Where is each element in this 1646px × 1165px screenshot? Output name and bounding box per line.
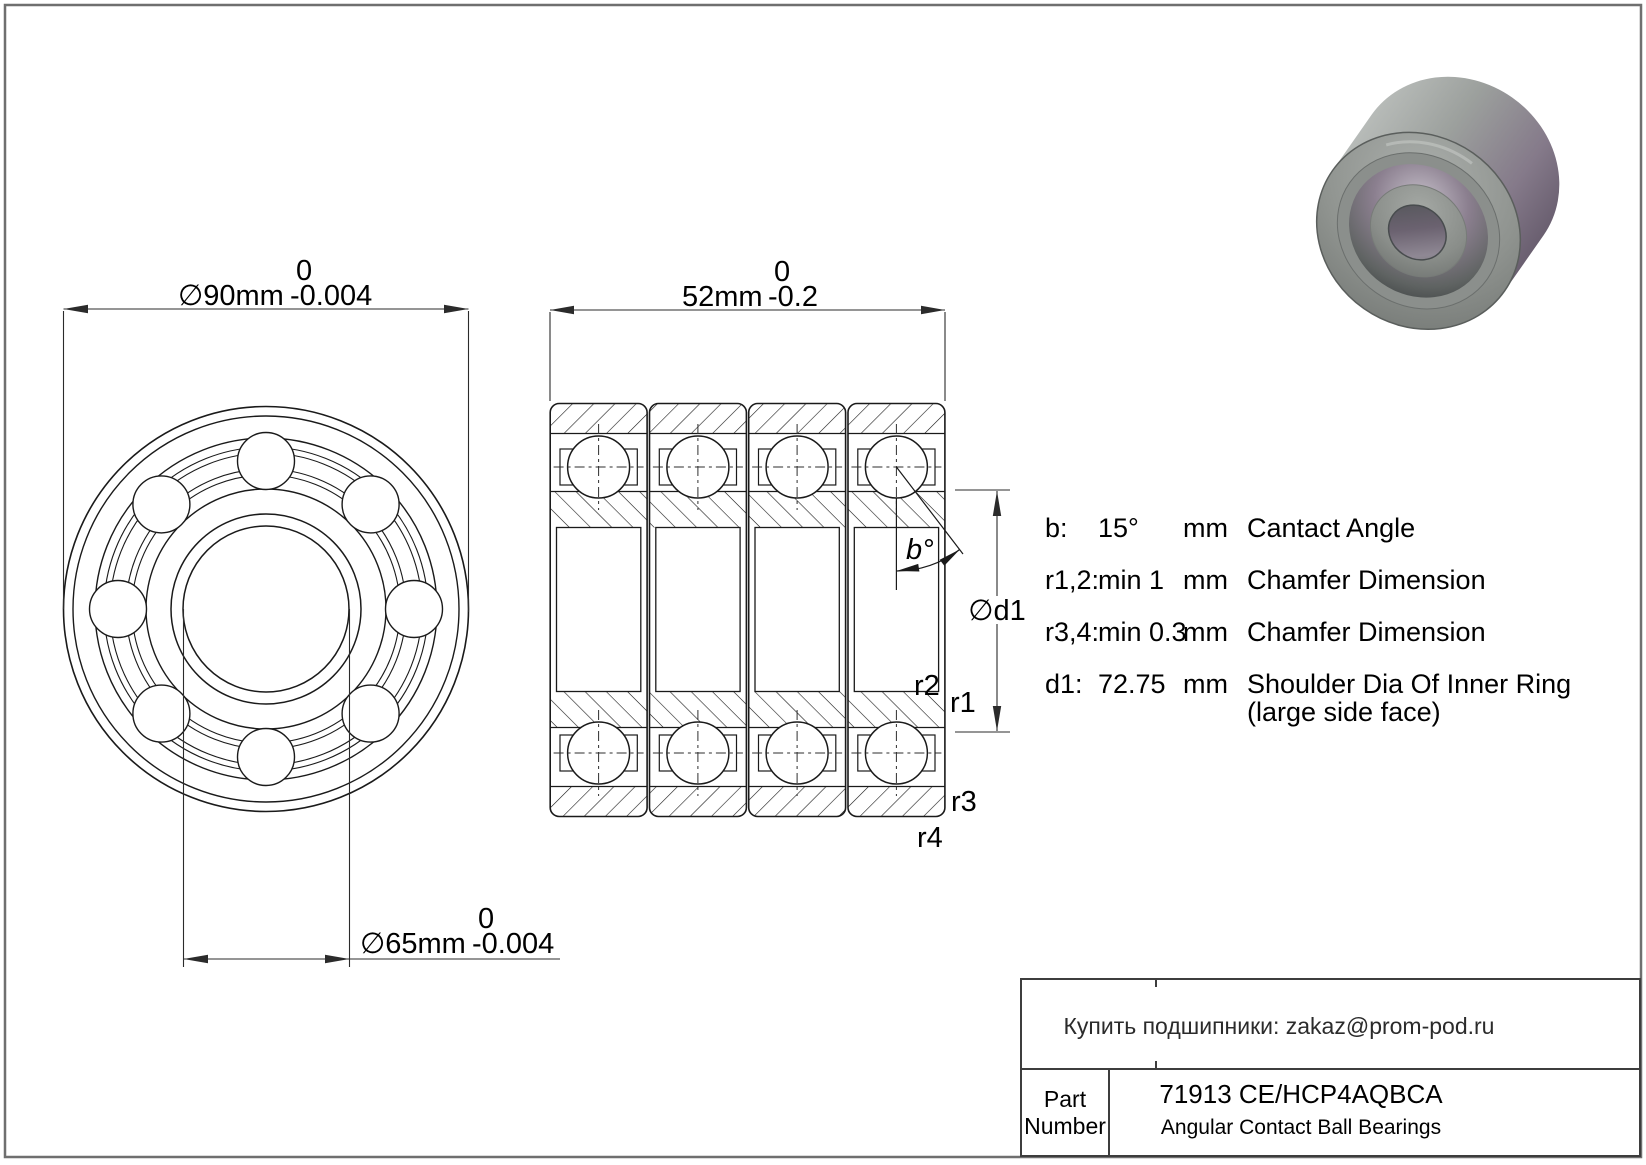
part-number-value: 71913 CE/HCP4AQBCA bbox=[1159, 1079, 1443, 1109]
spec-value: min 1 bbox=[1098, 565, 1165, 595]
d1-label: ∅d1 bbox=[968, 595, 1026, 627]
spec-row-shoulder-dia bbox=[1045, 669, 1635, 727]
front-view bbox=[64, 407, 469, 812]
dim-width-tol-lower: -0.2 bbox=[768, 281, 818, 313]
r4-label: r4 bbox=[917, 822, 943, 854]
contact-email-text: Купить подшипники: zakaz@prom-pod.ru bbox=[1063, 1013, 1495, 1039]
spec-unit: mm bbox=[1183, 565, 1228, 595]
spec-desc: Chamfer Dimension bbox=[1247, 617, 1486, 647]
front-view-balls bbox=[90, 433, 443, 786]
spec-label: b: bbox=[1045, 513, 1068, 543]
spec-label: r3,4: bbox=[1045, 617, 1100, 647]
spec-unit: mm bbox=[1183, 669, 1228, 699]
part-type-value: Angular Contact Ball Bearings bbox=[1160, 1116, 1442, 1139]
dim-bore-tol-upper: 0 bbox=[478, 903, 495, 935]
section-unit-3 bbox=[748, 403, 847, 818]
part-name-cell bbox=[1108, 1080, 1494, 1140]
part-number-label bbox=[1022, 1070, 1108, 1155]
title-block bbox=[1020, 978, 1641, 1157]
dim-od-tol-upper: 0 bbox=[296, 255, 313, 287]
dim-bore-tol-lower: -0.004 bbox=[472, 928, 555, 960]
part-label-line2: Number bbox=[1024, 1112, 1106, 1139]
dim-width-tol-upper: 0 bbox=[774, 256, 791, 288]
dim-width bbox=[550, 256, 945, 401]
section-unit-4 bbox=[847, 403, 946, 818]
cross-section-view bbox=[549, 403, 946, 818]
dim-od-tol-lower: -0.004 bbox=[290, 280, 373, 312]
contact-angle-label: b° bbox=[906, 534, 934, 566]
part-label-line1: Part bbox=[1043, 1085, 1087, 1112]
bearing-3d-render bbox=[1278, 37, 1598, 369]
svg-text:52mm -0.2 0 bbox=[682, 256, 826, 313]
section-unit-1 bbox=[549, 403, 648, 818]
dim-bore-value: ∅65mm bbox=[360, 928, 466, 960]
section-unit-2 bbox=[648, 403, 747, 818]
dim-od-value: ∅90mm bbox=[178, 280, 284, 312]
r2-label: r2 bbox=[914, 670, 940, 702]
spec-row-chamfer-34 bbox=[1045, 618, 1635, 668]
dim-width-value: 52mm bbox=[682, 281, 763, 313]
title-block-tick bbox=[1155, 1061, 1157, 1068]
spec-label: r1,2: bbox=[1045, 565, 1100, 595]
spec-desc bbox=[1247, 670, 1571, 726]
spec-value: min 0.3 bbox=[1098, 617, 1187, 647]
svg-text:∅90mm -0.004 0 bbox=[178, 255, 380, 312]
spec-desc-line2: (large side face) bbox=[1247, 697, 1441, 727]
svg-text:∅65mm -0.004 0 bbox=[360, 903, 562, 960]
spec-desc: Chamfer Dimension bbox=[1247, 565, 1486, 595]
spec-label: d1: bbox=[1045, 669, 1083, 699]
spec-desc-line1: Shoulder Dia Of Inner Ring bbox=[1247, 669, 1572, 699]
title-block-divider bbox=[1022, 1068, 1639, 1070]
spec-desc: Cantact Angle bbox=[1247, 513, 1416, 543]
spec-row-contact-angle bbox=[1045, 514, 1635, 564]
spec-row-chamfer-12 bbox=[1045, 566, 1635, 616]
spec-unit: mm bbox=[1183, 513, 1228, 543]
r3-label: r3 bbox=[951, 786, 977, 818]
spec-value: 72.75 bbox=[1098, 669, 1166, 699]
spec-unit: mm bbox=[1183, 617, 1228, 647]
title-block-tick bbox=[1155, 980, 1157, 987]
r1-label: r1 bbox=[950, 687, 976, 719]
spec-value: 15° bbox=[1098, 513, 1139, 543]
